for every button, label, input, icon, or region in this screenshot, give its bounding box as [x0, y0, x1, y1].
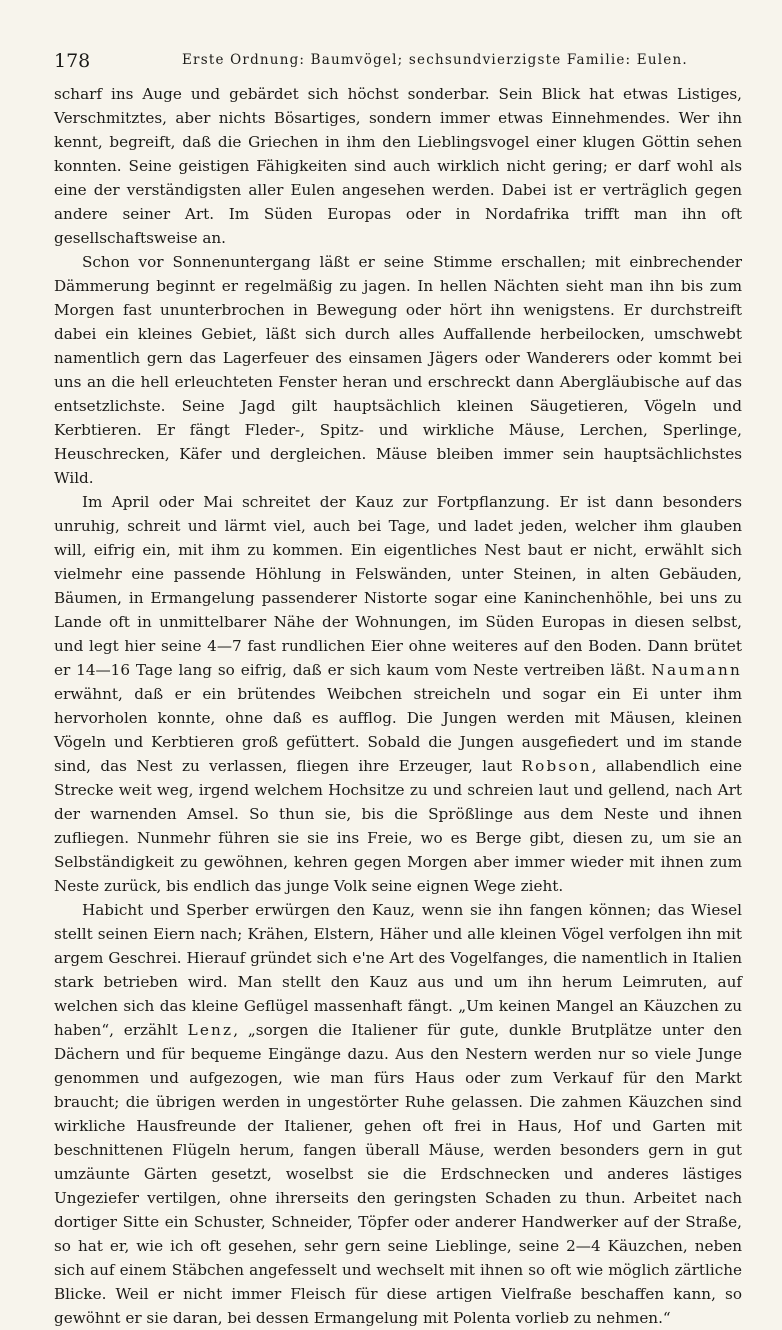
paragraph-3-part-3: , allabendlich eine Strecke weit weg, irgend welchem Hochsitze zu und schreien laut und gellend, nach Art der warnenden Amsel. So thun sie, bis die Sprößlinge aus dem Neste und ihnen zufliegen. Nunmehr führen sie sie ins Freie, wo es Berge gibt, diesen zu, um sie an Selbständigkeit zu gewöhnen, kehren gegen Morgen aber immer wieder mit ihnen zum Neste zurück, bis endlich das junge Volk seine eignen Wege zieht.: [54, 757, 743, 895]
paragraph-4: [54, 898, 742, 1330]
paragraph-3-part-1: Im April oder Mai schreitet der Kauz zur Fortpflanzung. Er ist dann besonders unruhig, schreit und lärmt viel, auch bei Tage, und ladet jeden, welcher ihm glauben will, eifrig ein, mit ihm zu kommen. Ein eigentliches Nest baut er nicht, erwählt sich vielmehr eine passende Höhlung in Felswänden, unter Steinen, in alten Gebäuden, Bäumen, in Ermangelung passenderer Nistorte sogar eine Kaninchenhöhle, bei uns zu Lande oft in unmittelbarer Nähe der Wohnungen, im Süden Europas in diesen selbst, und legt hier seine 4—7 fast rundlichen Eier ohne weiteres auf den Boden. Dann brütet er 14—16 Tage lang so eifrig, daß er sich kaum vom Neste vertreiben läßt.: [54, 493, 742, 679]
paragraph-3: [54, 490, 742, 898]
page-header: [54, 44, 742, 78]
running-head: Erste Ordnung: Baumvögel; sechsundvierzigste Familie: Eulen.: [182, 52, 688, 68]
paragraph-2: Schon vor Sonnenuntergang läßt er seine Stimme erschallen; mit einbrechender Dämmerung beginnt er regelmäßig zu jagen. In hellen Nächten sieht man ihn bis zum Morgen fast ununterbrochen in Bewegung oder hört ihn wenigstens. Er durchstreift dabei ein kleines Gebiet, läßt sich durch alles Auffallende herbeilocken, umschwebt namentlich gern das Lagerfeuer des einsamen Jägers oder Wanderers oder kommt bei uns an die hell erleuchteten Fenster heran und erschreckt dann Abergläubische auf das entsetzlichste. Seine Jagd gilt hauptsächlich kleinen Säugetieren, Vögeln und Kerbtieren. Er fängt Fleder-, Spitz- und wirkliche Mäuse, Lerchen, Sperlinge, Heuschrecken, Käfer und dergleichen. Mäuse bleiben immer sein hauptsächlichstes Wild.: [54, 253, 742, 487]
paragraph-4-part-1: Habicht und Sperber erwürgen den Kauz, wenn sie ihn fangen können; das Wiesel stellt seinen Eiern nach; Krähen, Elstern, Häher und alle kleinen Vögel verfolgen ihn mit argem Geschrei. Hierauf gründet sich e'ne Art des Vogelfanges, die namentlich in Italien stark betrieben wird. Man stellt den Kauz aus und um ihn herum Leimruten, auf welchen sich das kleine Geflügel massenhaft fängt. „Um keinen Mangel an Käuzchen zu haben“, erzählt: [54, 901, 742, 1039]
body-text: [54, 82, 742, 1330]
paragraph-4-part-2: , „sorgen die Italiener für gute, dunkle Brutplätze unter den Dächern und für bequeme Eingänge dazu. Aus den Nestern werden nur so viele Junge genommen und aufgezogen, wie man fürs Haus oder zum Verkauf für den Markt braucht; die übrigen werden in ungestörter Ruhe gelassen. Die zahmen Käuzchen sind wirkliche Hausfreunde der Italiener, gehen oft frei in Haus, Hof und Garten mit beschnittenen Flügeln herum, fangen überall Mäuse, werden besonders gern in gut umzäunte Gärten gesetzt, woselbst sie die Erdschnecken und anderes lästiges Ungeziefer vertilgen, ohne ihrerseits den geringsten Schaden zu thun. Arbeitet nach dortiger Sitte ein Schuster, Schneider, Töpfer oder anderer Handwerker auf der Straße, so hat er, wie ich oft gesehen, sehr gern seine Lieblinge, seine 2—4 Käuzchen, neben sich auf einem Stäbchen angefesselt und wechselt mit ihnen so oft wie möglich zärtliche Blicke. Weil er nicht immer Fleisch für diese artigen Vielfraße beschaffen kann, so gewöhnt er sie daran, bei dessen Ermangelung mit Polenta vorlieb zu nehmen.“: [54, 1021, 743, 1327]
page-number: 178: [54, 50, 91, 72]
author-name-robson: Robson: [521, 757, 592, 775]
author-name-lenz: Lenz: [187, 1021, 234, 1039]
paragraph-1: scharf ins Auge und gebärdet sich höchst sonderbar. Sein Blick hat etwas Listiges, Verschmitztes, aber nichts Bösartiges, sondern immer etwas Einnehmendes. Wer ihn kennt, begreift, daß die Griechen in ihm den Lieblingsvogel einer klugen Göttin sehen konnten. Seine geistigen Fähigkeiten sind auch wirklich nicht gering; er darf wohl als eine der verständigsten aller Eulen angesehen werden. Dabei ist er verträglich gegen andere seiner Art. Im Süden Europas oder in Nordafrika trifft man ihn oft gesellschaftsweise an.: [54, 85, 742, 247]
author-name-naumann: Naumann: [651, 661, 742, 679]
paragraph-3-part-2: erwähnt, daß er ein brütendes Weibchen streicheln und sogar ein Ei unter ihm hervorholen konnte, ohne daß es aufflog. Die Jungen werden mit Mäusen, kleinen Vögeln und Kerbtieren groß gefüttert. Sobald die Jungen ausgefiedert und im stande sind, das Nest zu verlassen, fliegen ihre Erzeuger, laut: [54, 685, 742, 775]
